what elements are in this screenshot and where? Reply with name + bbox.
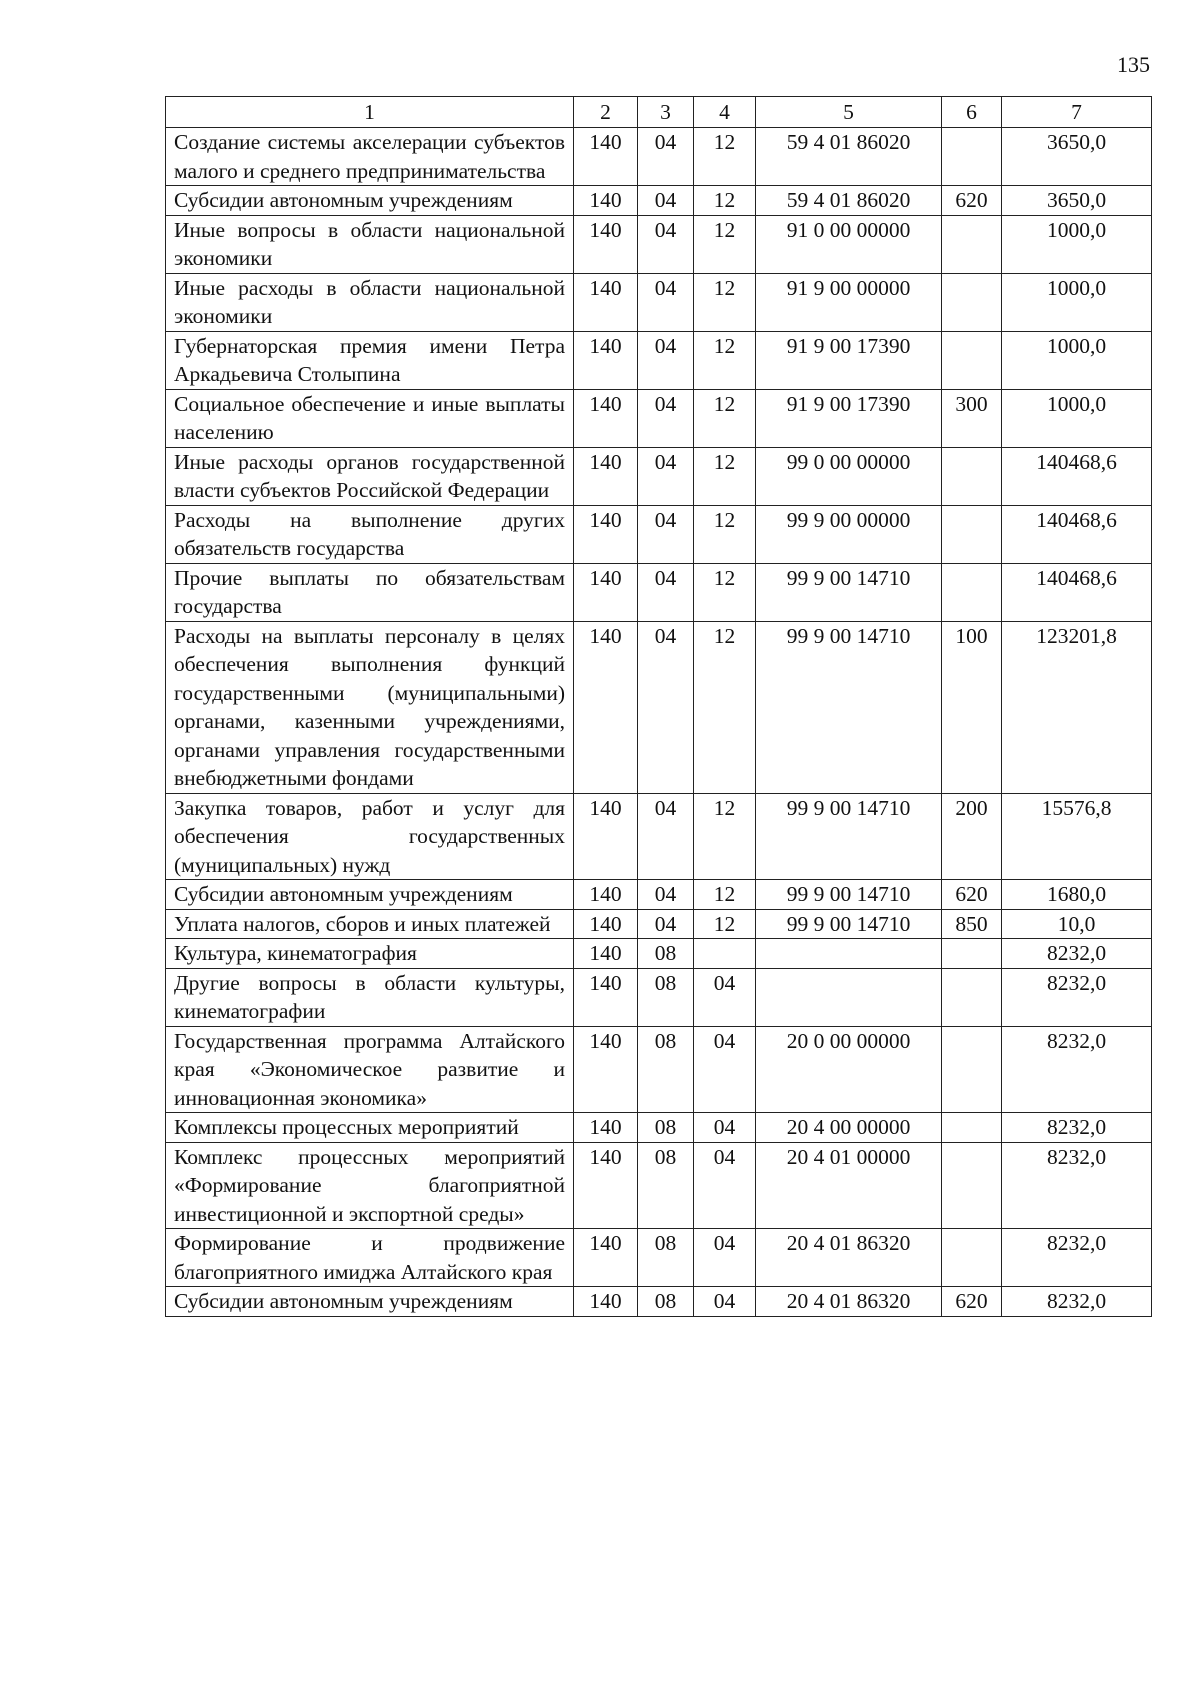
admin-code-cell: 140 <box>574 1142 638 1229</box>
row-name-cell: Комплексы процессных мероприятий <box>166 1113 574 1143</box>
amount-cell: 8232,0 <box>1002 968 1152 1026</box>
expense-type-cell <box>942 563 1002 621</box>
row-name-cell: Губернаторская премия имени Петра Аркадьевича Столыпина <box>166 331 574 389</box>
section-cell: 04 <box>638 505 694 563</box>
table-row <box>166 1142 1152 1229</box>
row-name-cell: Расходы на выполнение других обязательств государства <box>166 505 574 563</box>
expense-type-cell: 620 <box>942 186 1002 216</box>
subsection-cell: 12 <box>694 447 756 505</box>
admin-code-cell: 140 <box>574 128 638 186</box>
admin-code-cell: 140 <box>574 215 638 273</box>
admin-code-cell: 140 <box>574 1229 638 1287</box>
section-cell: 04 <box>638 563 694 621</box>
amount-cell: 8232,0 <box>1002 1287 1152 1317</box>
amount-cell: 1000,0 <box>1002 331 1152 389</box>
expense-type-cell <box>942 1113 1002 1143</box>
expense-type-cell <box>942 447 1002 505</box>
table-row <box>166 1287 1152 1317</box>
admin-code-cell: 140 <box>574 505 638 563</box>
subsection-cell: 04 <box>694 1113 756 1143</box>
section-cell: 08 <box>638 1229 694 1287</box>
amount-cell: 123201,8 <box>1002 621 1152 793</box>
subsection-cell: 12 <box>694 128 756 186</box>
target-article-cell: 99 9 00 14710 <box>756 793 942 880</box>
header-row <box>166 97 1152 128</box>
table-row <box>166 621 1152 793</box>
amount-cell: 8232,0 <box>1002 1113 1152 1143</box>
target-article-cell: 59 4 01 86020 <box>756 186 942 216</box>
column-header-4: 4 <box>694 97 756 128</box>
table-row <box>166 880 1152 910</box>
admin-code-cell: 140 <box>574 1113 638 1143</box>
target-article-cell: 20 4 01 86320 <box>756 1229 942 1287</box>
expense-type-cell <box>942 128 1002 186</box>
table-row <box>166 128 1152 186</box>
amount-cell: 1000,0 <box>1002 389 1152 447</box>
section-cell: 08 <box>638 939 694 969</box>
admin-code-cell: 140 <box>574 621 638 793</box>
expense-type-cell <box>942 1229 1002 1287</box>
expense-type-cell: 620 <box>942 1287 1002 1317</box>
target-article-cell: 20 4 01 00000 <box>756 1142 942 1229</box>
expense-type-cell <box>942 968 1002 1026</box>
column-header-7: 7 <box>1002 97 1152 128</box>
row-name-cell: Субсидии автономным учреждениям <box>166 880 574 910</box>
section-cell: 08 <box>638 968 694 1026</box>
table-body <box>166 128 1152 1317</box>
subsection-cell: 04 <box>694 1287 756 1317</box>
table-row <box>166 968 1152 1026</box>
table-row <box>166 505 1152 563</box>
budget-table <box>165 96 1152 1317</box>
target-article-cell <box>756 968 942 1026</box>
section-cell: 04 <box>638 215 694 273</box>
page-number: 135 <box>1117 52 1150 77</box>
amount-cell: 3650,0 <box>1002 128 1152 186</box>
amount-cell: 10,0 <box>1002 909 1152 939</box>
expense-type-cell <box>942 1026 1002 1113</box>
section-cell: 04 <box>638 793 694 880</box>
amount-cell: 8232,0 <box>1002 1026 1152 1113</box>
section-cell: 04 <box>638 331 694 389</box>
section-cell: 04 <box>638 621 694 793</box>
table-row <box>166 389 1152 447</box>
row-name-cell: Комплекс процессных мероприятий «Формирование благоприятной инвестиционной и экспортной среды» <box>166 1142 574 1229</box>
subsection-cell: 12 <box>694 880 756 910</box>
section-cell: 08 <box>638 1113 694 1143</box>
row-name-cell: Субсидии автономным учреждениям <box>166 1287 574 1317</box>
row-name-cell: Расходы на выплаты персоналу в целях обеспечения выполнения функций государственными (муниципальными) органами, казенными учреждениями, органами управления государственными внебюджетными фондами <box>166 621 574 793</box>
admin-code-cell: 140 <box>574 880 638 910</box>
section-cell: 04 <box>638 880 694 910</box>
target-article-cell <box>756 939 942 969</box>
subsection-cell: 12 <box>694 186 756 216</box>
column-header-6: 6 <box>942 97 1002 128</box>
subsection-cell: 04 <box>694 1229 756 1287</box>
admin-code-cell: 140 <box>574 968 638 1026</box>
subsection-cell: 12 <box>694 563 756 621</box>
target-article-cell: 91 9 00 00000 <box>756 273 942 331</box>
subsection-cell: 12 <box>694 793 756 880</box>
section-cell: 04 <box>638 389 694 447</box>
row-name-cell: Субсидии автономным учреждениям <box>166 186 574 216</box>
table-row <box>166 563 1152 621</box>
expense-type-cell: 300 <box>942 389 1002 447</box>
table-row <box>166 273 1152 331</box>
expense-type-cell <box>942 273 1002 331</box>
table-row <box>166 1026 1152 1113</box>
target-article-cell: 59 4 01 86020 <box>756 128 942 186</box>
subsection-cell: 12 <box>694 331 756 389</box>
section-cell: 04 <box>638 273 694 331</box>
row-name-cell: Закупка товаров, работ и услуг для обеспечения государственных (муниципальных) нужд <box>166 793 574 880</box>
section-cell: 08 <box>638 1287 694 1317</box>
subsection-cell: 12 <box>694 273 756 331</box>
amount-cell: 8232,0 <box>1002 939 1152 969</box>
target-article-cell: 99 9 00 14710 <box>756 880 942 910</box>
row-name-cell: Государственная программа Алтайского края «Экономическое развитие и инновационная экономика» <box>166 1026 574 1113</box>
admin-code-cell: 140 <box>574 331 638 389</box>
target-article-cell: 20 4 00 00000 <box>756 1113 942 1143</box>
amount-cell: 1680,0 <box>1002 880 1152 910</box>
section-cell: 04 <box>638 186 694 216</box>
admin-code-cell: 140 <box>574 1287 638 1317</box>
expense-type-cell <box>942 331 1002 389</box>
table-row <box>166 215 1152 273</box>
target-article-cell: 99 9 00 14710 <box>756 621 942 793</box>
subsection-cell: 12 <box>694 505 756 563</box>
section-cell: 04 <box>638 909 694 939</box>
row-name-cell: Культура, кинематография <box>166 939 574 969</box>
section-cell: 04 <box>638 128 694 186</box>
amount-cell: 3650,0 <box>1002 186 1152 216</box>
admin-code-cell: 140 <box>574 186 638 216</box>
amount-cell: 15576,8 <box>1002 793 1152 880</box>
amount-cell: 1000,0 <box>1002 273 1152 331</box>
section-cell: 04 <box>638 447 694 505</box>
admin-code-cell: 140 <box>574 939 638 969</box>
target-article-cell: 99 0 00 00000 <box>756 447 942 505</box>
admin-code-cell: 140 <box>574 909 638 939</box>
amount-cell: 140468,6 <box>1002 447 1152 505</box>
expense-type-cell <box>942 1142 1002 1229</box>
table-row <box>166 1113 1152 1143</box>
expense-type-cell <box>942 215 1002 273</box>
subsection-cell: 04 <box>694 968 756 1026</box>
column-header-5: 5 <box>756 97 942 128</box>
section-cell: 08 <box>638 1026 694 1113</box>
amount-cell: 140468,6 <box>1002 563 1152 621</box>
target-article-cell: 99 9 00 14710 <box>756 909 942 939</box>
expense-type-cell <box>942 505 1002 563</box>
table-row <box>166 1229 1152 1287</box>
column-header-1: 1 <box>166 97 574 128</box>
target-article-cell: 91 0 00 00000 <box>756 215 942 273</box>
row-name-cell: Формирование и продвижение благоприятного имиджа Алтайского края <box>166 1229 574 1287</box>
row-name-cell: Иные расходы в области национальной экономики <box>166 273 574 331</box>
amount-cell: 1000,0 <box>1002 215 1152 273</box>
amount-cell: 8232,0 <box>1002 1142 1152 1229</box>
expense-type-cell <box>942 939 1002 969</box>
table-row <box>166 447 1152 505</box>
row-name-cell: Социальное обеспечение и иные выплаты населению <box>166 389 574 447</box>
target-article-cell: 20 0 00 00000 <box>756 1026 942 1113</box>
target-article-cell: 91 9 00 17390 <box>756 331 942 389</box>
row-name-cell: Иные вопросы в области национальной экономики <box>166 215 574 273</box>
expense-type-cell: 200 <box>942 793 1002 880</box>
expense-type-cell: 850 <box>942 909 1002 939</box>
subsection-cell: 12 <box>694 389 756 447</box>
target-article-cell: 91 9 00 17390 <box>756 389 942 447</box>
expense-type-cell: 100 <box>942 621 1002 793</box>
amount-cell: 8232,0 <box>1002 1229 1152 1287</box>
subsection-cell: 12 <box>694 909 756 939</box>
table-row <box>166 909 1152 939</box>
row-name-cell: Другие вопросы в области культуры, кинематографии <box>166 968 574 1026</box>
column-header-2: 2 <box>574 97 638 128</box>
admin-code-cell: 140 <box>574 389 638 447</box>
column-header-3: 3 <box>638 97 694 128</box>
table-row <box>166 939 1152 969</box>
admin-code-cell: 140 <box>574 563 638 621</box>
admin-code-cell: 140 <box>574 447 638 505</box>
subsection-cell: 04 <box>694 1026 756 1113</box>
target-article-cell: 99 9 00 00000 <box>756 505 942 563</box>
amount-cell: 140468,6 <box>1002 505 1152 563</box>
section-cell: 08 <box>638 1142 694 1229</box>
subsection-cell <box>694 939 756 969</box>
row-name-cell: Иные расходы органов государственной власти субъектов Российской Федерации <box>166 447 574 505</box>
target-article-cell: 20 4 01 86320 <box>756 1287 942 1317</box>
row-name-cell: Уплата налогов, сборов и иных платежей <box>166 909 574 939</box>
table-header <box>166 97 1152 128</box>
table-row <box>166 331 1152 389</box>
subsection-cell: 04 <box>694 1142 756 1229</box>
admin-code-cell: 140 <box>574 1026 638 1113</box>
row-name-cell: Создание системы акселерации субъектов малого и среднего предпринимательства <box>166 128 574 186</box>
admin-code-cell: 140 <box>574 793 638 880</box>
subsection-cell: 12 <box>694 621 756 793</box>
target-article-cell: 99 9 00 14710 <box>756 563 942 621</box>
subsection-cell: 12 <box>694 215 756 273</box>
expense-type-cell: 620 <box>942 880 1002 910</box>
table-row <box>166 793 1152 880</box>
admin-code-cell: 140 <box>574 273 638 331</box>
table-row <box>166 186 1152 216</box>
row-name-cell: Прочие выплаты по обязательствам государства <box>166 563 574 621</box>
